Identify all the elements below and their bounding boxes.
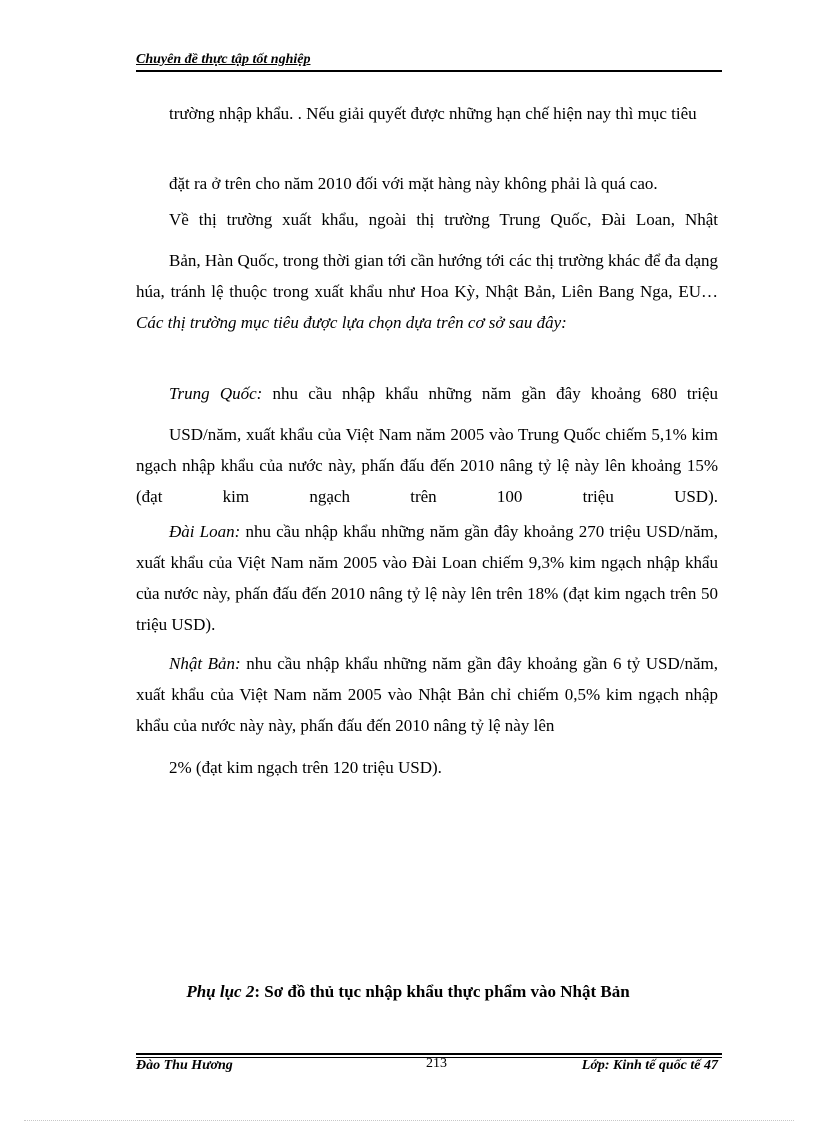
footer-author: Đào Thu Hương (136, 1058, 233, 1073)
appendix-title: : Sơ đồ thủ tục nhập khẩu thực phẩm vào Nhật Bản (254, 982, 630, 1001)
paragraph-japan (136, 648, 718, 741)
paragraph-3: Về thị trường xuất khẩu, ngoài thị trường Trung Quốc, Đài Loan, Nhật (169, 210, 718, 229)
china-label: Trung Quốc: (169, 384, 263, 403)
footer-class: Lớp: Kinh tế quốc tế 47 (581, 1058, 718, 1073)
page-footer (136, 1050, 722, 1080)
china-text: nhu cầu nhập khẩu những năm gần đây khoảng 680 triệu (262, 384, 719, 403)
taiwan-label: Đài Loan: (169, 522, 241, 541)
japan-text: nhu cầu nhập khẩu những năm gần đây khoảng gần 6 tỷ USD/năm, xuất khẩu của Việt Nam năm 2005 vào Nhật Bản chỉ chiếm 0,5% kim ngạch nhập khẩu của nước này này, phấn đấu đến 2010 nâng tỷ lệ này lên (136, 654, 718, 735)
paragraph-china (136, 378, 718, 409)
paragraph-japan-end: 2% (đạt kim ngạch trên 120 triệu USD). (169, 758, 442, 777)
japan-label: Nhật Bản: (169, 654, 241, 673)
appendix-heading (0, 982, 816, 1002)
page-number: 213 (426, 1056, 447, 1071)
paragraph-4-text: Bản, Hàn Quốc, trong thời gian tới cần hướng tới các thị trường khác để đa dạng húa, tránh lệ thuộc trong xuất khẩu như Hoa Kỳ, Nhật Bản, Liên Bang Nga, EU… (136, 251, 718, 301)
header-title: Chuyên đề thực tập tốt nghiệp (136, 52, 311, 67)
paragraph-4 (136, 245, 718, 338)
paragraph-1: trường nhập khẩu. . Nếu giải quyết được những hạn chế hiện nay thì mục tiêu (169, 104, 697, 123)
paragraph-2: đặt ra ở trên cho năm 2010 đối với mặt hàng này không phải là quá cao. (169, 174, 658, 193)
footer-rule (136, 1053, 722, 1055)
appendix-label: Phụ lục 2 (186, 982, 255, 1001)
taiwan-text: nhu cầu nhập khẩu những năm gần đây khoảng 270 triệu USD/năm, xuất khẩu của Việt Nam năm 2005 vào Đài Loan chiếm 9,3% kim ngạch nhập khẩu của nước này, phấn đấu đến 2010 nâng tỷ lệ này lên trên 18% (đạt kim ngạch trên 50 triệu USD). (136, 522, 719, 634)
paragraph-china-cont: USD/năm, xuất khẩu của Việt Nam năm 2005 vào Trung Quốc chiếm 5,1% kim ngạch nhập khẩu của nước này, phấn đấu đến 2010 nâng tỷ lệ này lên khoảng 15% (đạt kim ngạch trên 100 triệu USD). (136, 425, 718, 506)
page-header (136, 50, 722, 72)
page-edge-divider (24, 1120, 794, 1121)
paragraph-taiwan (136, 516, 718, 640)
paragraph-4-italic: Các thị trường mục tiêu được lựa chọn dựa trên cơ sở sau đây: (136, 313, 567, 332)
